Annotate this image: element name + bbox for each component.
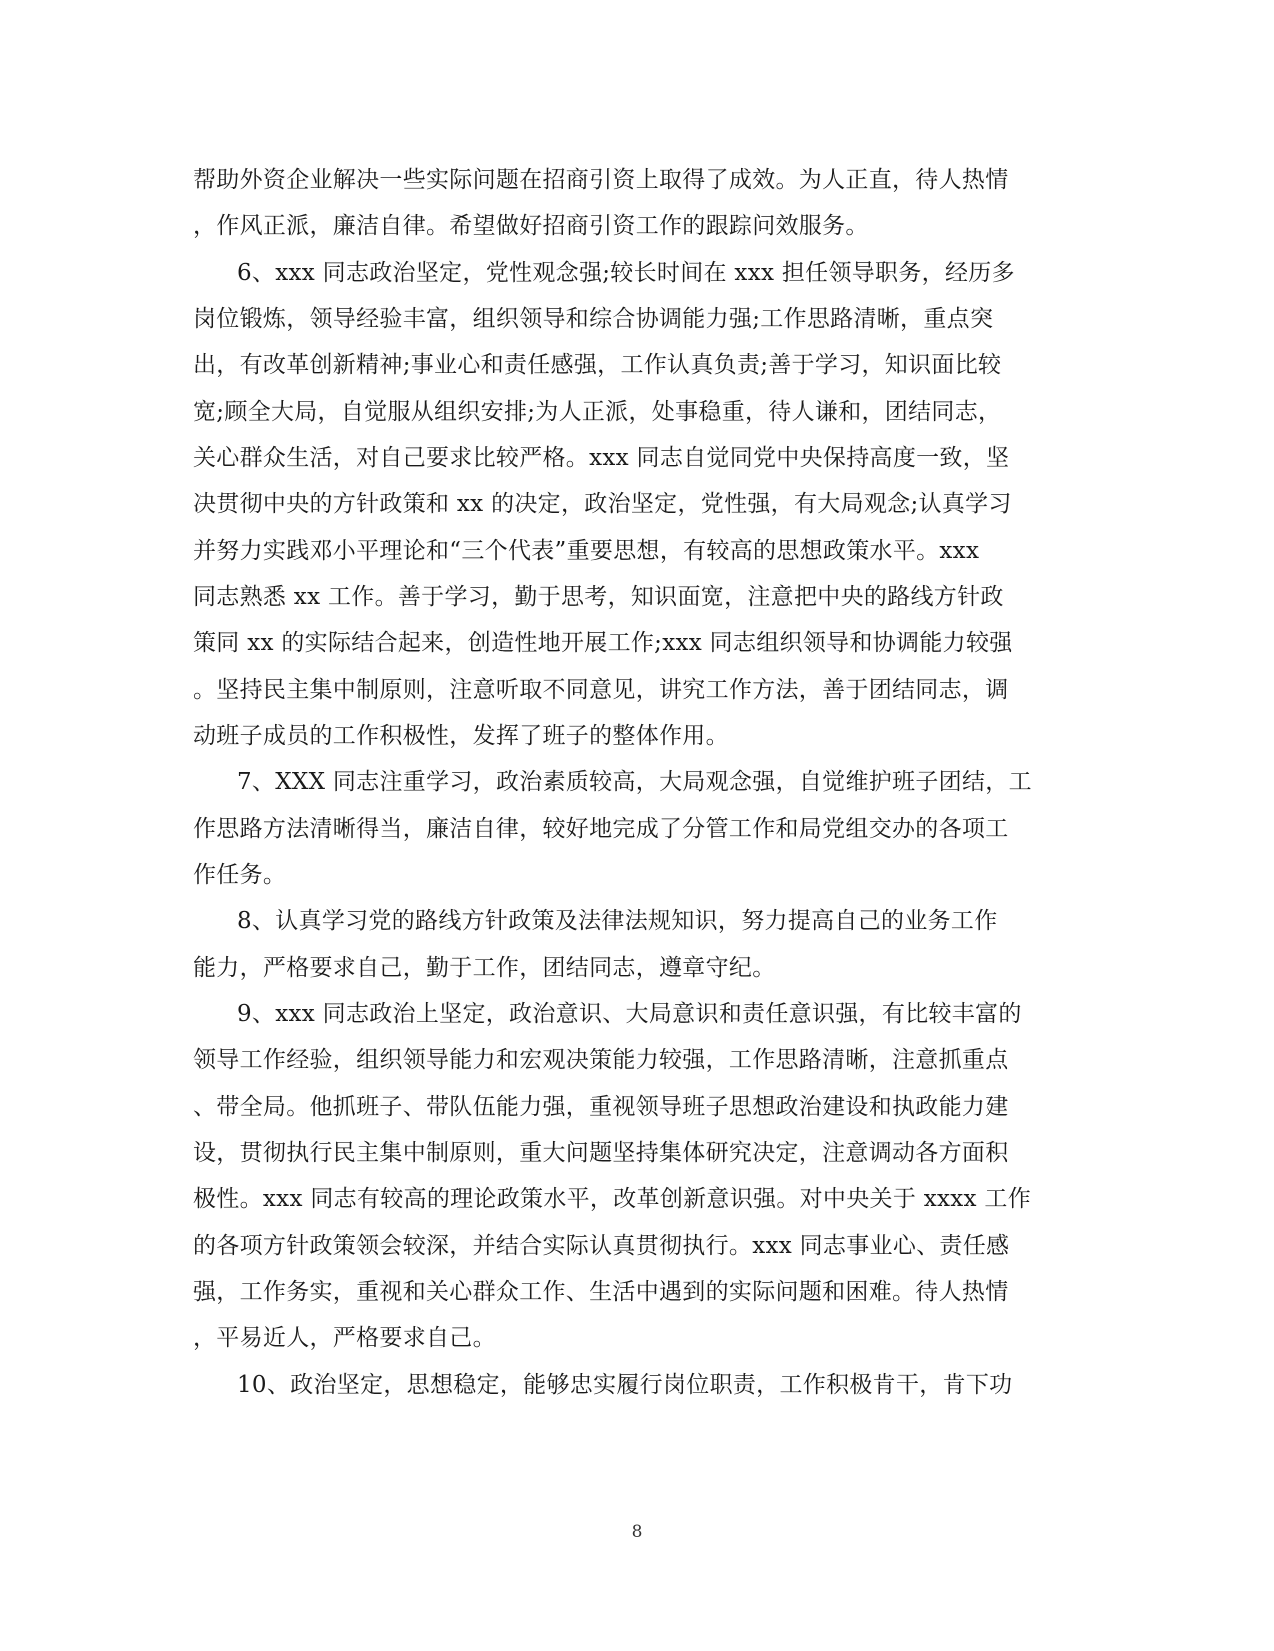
paragraph-8-start: 8、认真学习党的路线方针政策及法律法规知识，努力提高自己的业务工作 [237, 908, 998, 934]
text-line: 岗位锻炼，领导经验丰富，组织领导和综合协调能力强;工作思路清晰，重点突 [193, 306, 994, 332]
text-line: 并努力实践邓小平理论和“三个代表”重要思想，有较高的思想政策水平。xxx [193, 538, 980, 564]
paragraph-7-start: 7、XXX 同志注重学习，政治素质较高，大局观念强，自觉维护班子团结，工 [237, 769, 1032, 795]
paragraph-6-start: 6、xxx 同志政治坚定，党性观念强;较长时间在 xxx 担任领导职务，经历多 [237, 260, 1015, 286]
text-line: 同志熟悉 xx 工作。善于学习，勤于思考，知识面宽，注意把中央的路线方针政 [193, 584, 1004, 610]
text-line: 强，工作务实，重视和关心群众工作、生活中遇到的实际问题和困难。待人热情 [193, 1279, 1009, 1305]
text-line: 动班子成员的工作积极性，发挥了班子的整体作用。 [193, 723, 729, 749]
text-line: 能力，严格要求自己，勤于工作，团结同志，遵章守纪。 [193, 955, 776, 981]
text-line: 作任务。 [193, 862, 287, 888]
text-line: 出，有改革创新精神;事业心和责任感强，工作认真负责;善于学习，知识面比较 [193, 352, 1002, 378]
text-line: 关心群众生活，对自己要求比较严格。xxx 同志自觉同党中央保持高度一致，坚 [193, 445, 1010, 471]
text-line: 的各项方针政策领会较深，并结合实际认真贯彻执行。xxx 同志事业心、责任感 [193, 1233, 1010, 1259]
text-line: ，作风正派，廉洁自律。希望做好招商引资工作的跟踪问效服务。 [193, 213, 869, 239]
page-number: 8 [631, 1522, 643, 1542]
text-line: 决贯彻中央的方针政策和 xx 的决定，政治坚定，党性强，有大局观念;认真学习 [193, 491, 1012, 517]
text-line: 帮助外资企业解决一些实际问题在招商引资上取得了成效。为人正直，待人热情 [193, 167, 1009, 193]
text-line: ，平易近人，严格要求自己。 [193, 1325, 496, 1351]
text-line: 。坚持民主集中制原则，注意听取不同意见，讲究工作方法，善于团结同志，调 [193, 677, 1009, 703]
text-line: 设，贯彻执行民主集中制原则，重大问题坚持集体研究决定，注意调动各方面积 [193, 1140, 1009, 1166]
paragraph-9-start: 9、xxx 同志政治上坚定，政治意识、大局意识和责任意识强，有比较丰富的 [237, 1001, 1022, 1027]
text-line: 宽;顾全大局，自觉服从组织安排;为人正派，处事稳重，待人谦和，团结同志， [193, 399, 1002, 425]
text-line: 策同 xx 的实际结合起来，创造性地开展工作;xxx 同志组织领导和协调能力较强 [193, 630, 1013, 656]
text-line: 极性。xxx 同志有较高的理论政策水平，改革创新意识强。对中央关于 xxxx 工作 [193, 1186, 1032, 1212]
paragraph-10-start: 10、政治坚定，思想稳定，能够忠实履行岗位职责，工作积极肯干，肯下功 [237, 1372, 1013, 1398]
text-line: 、带全局。他抓班子、带队伍能力强，重视领导班子思想政治建设和执政能力建 [193, 1094, 1009, 1120]
text-line: 领导工作经验，组织领导能力和宏观决策能力较强，工作思路清晰，注意抓重点 [193, 1047, 1009, 1073]
text-line: 作思路方法清晰得当，廉洁自律，较好地完成了分管工作和局党组交办的各项工 [193, 816, 1009, 842]
